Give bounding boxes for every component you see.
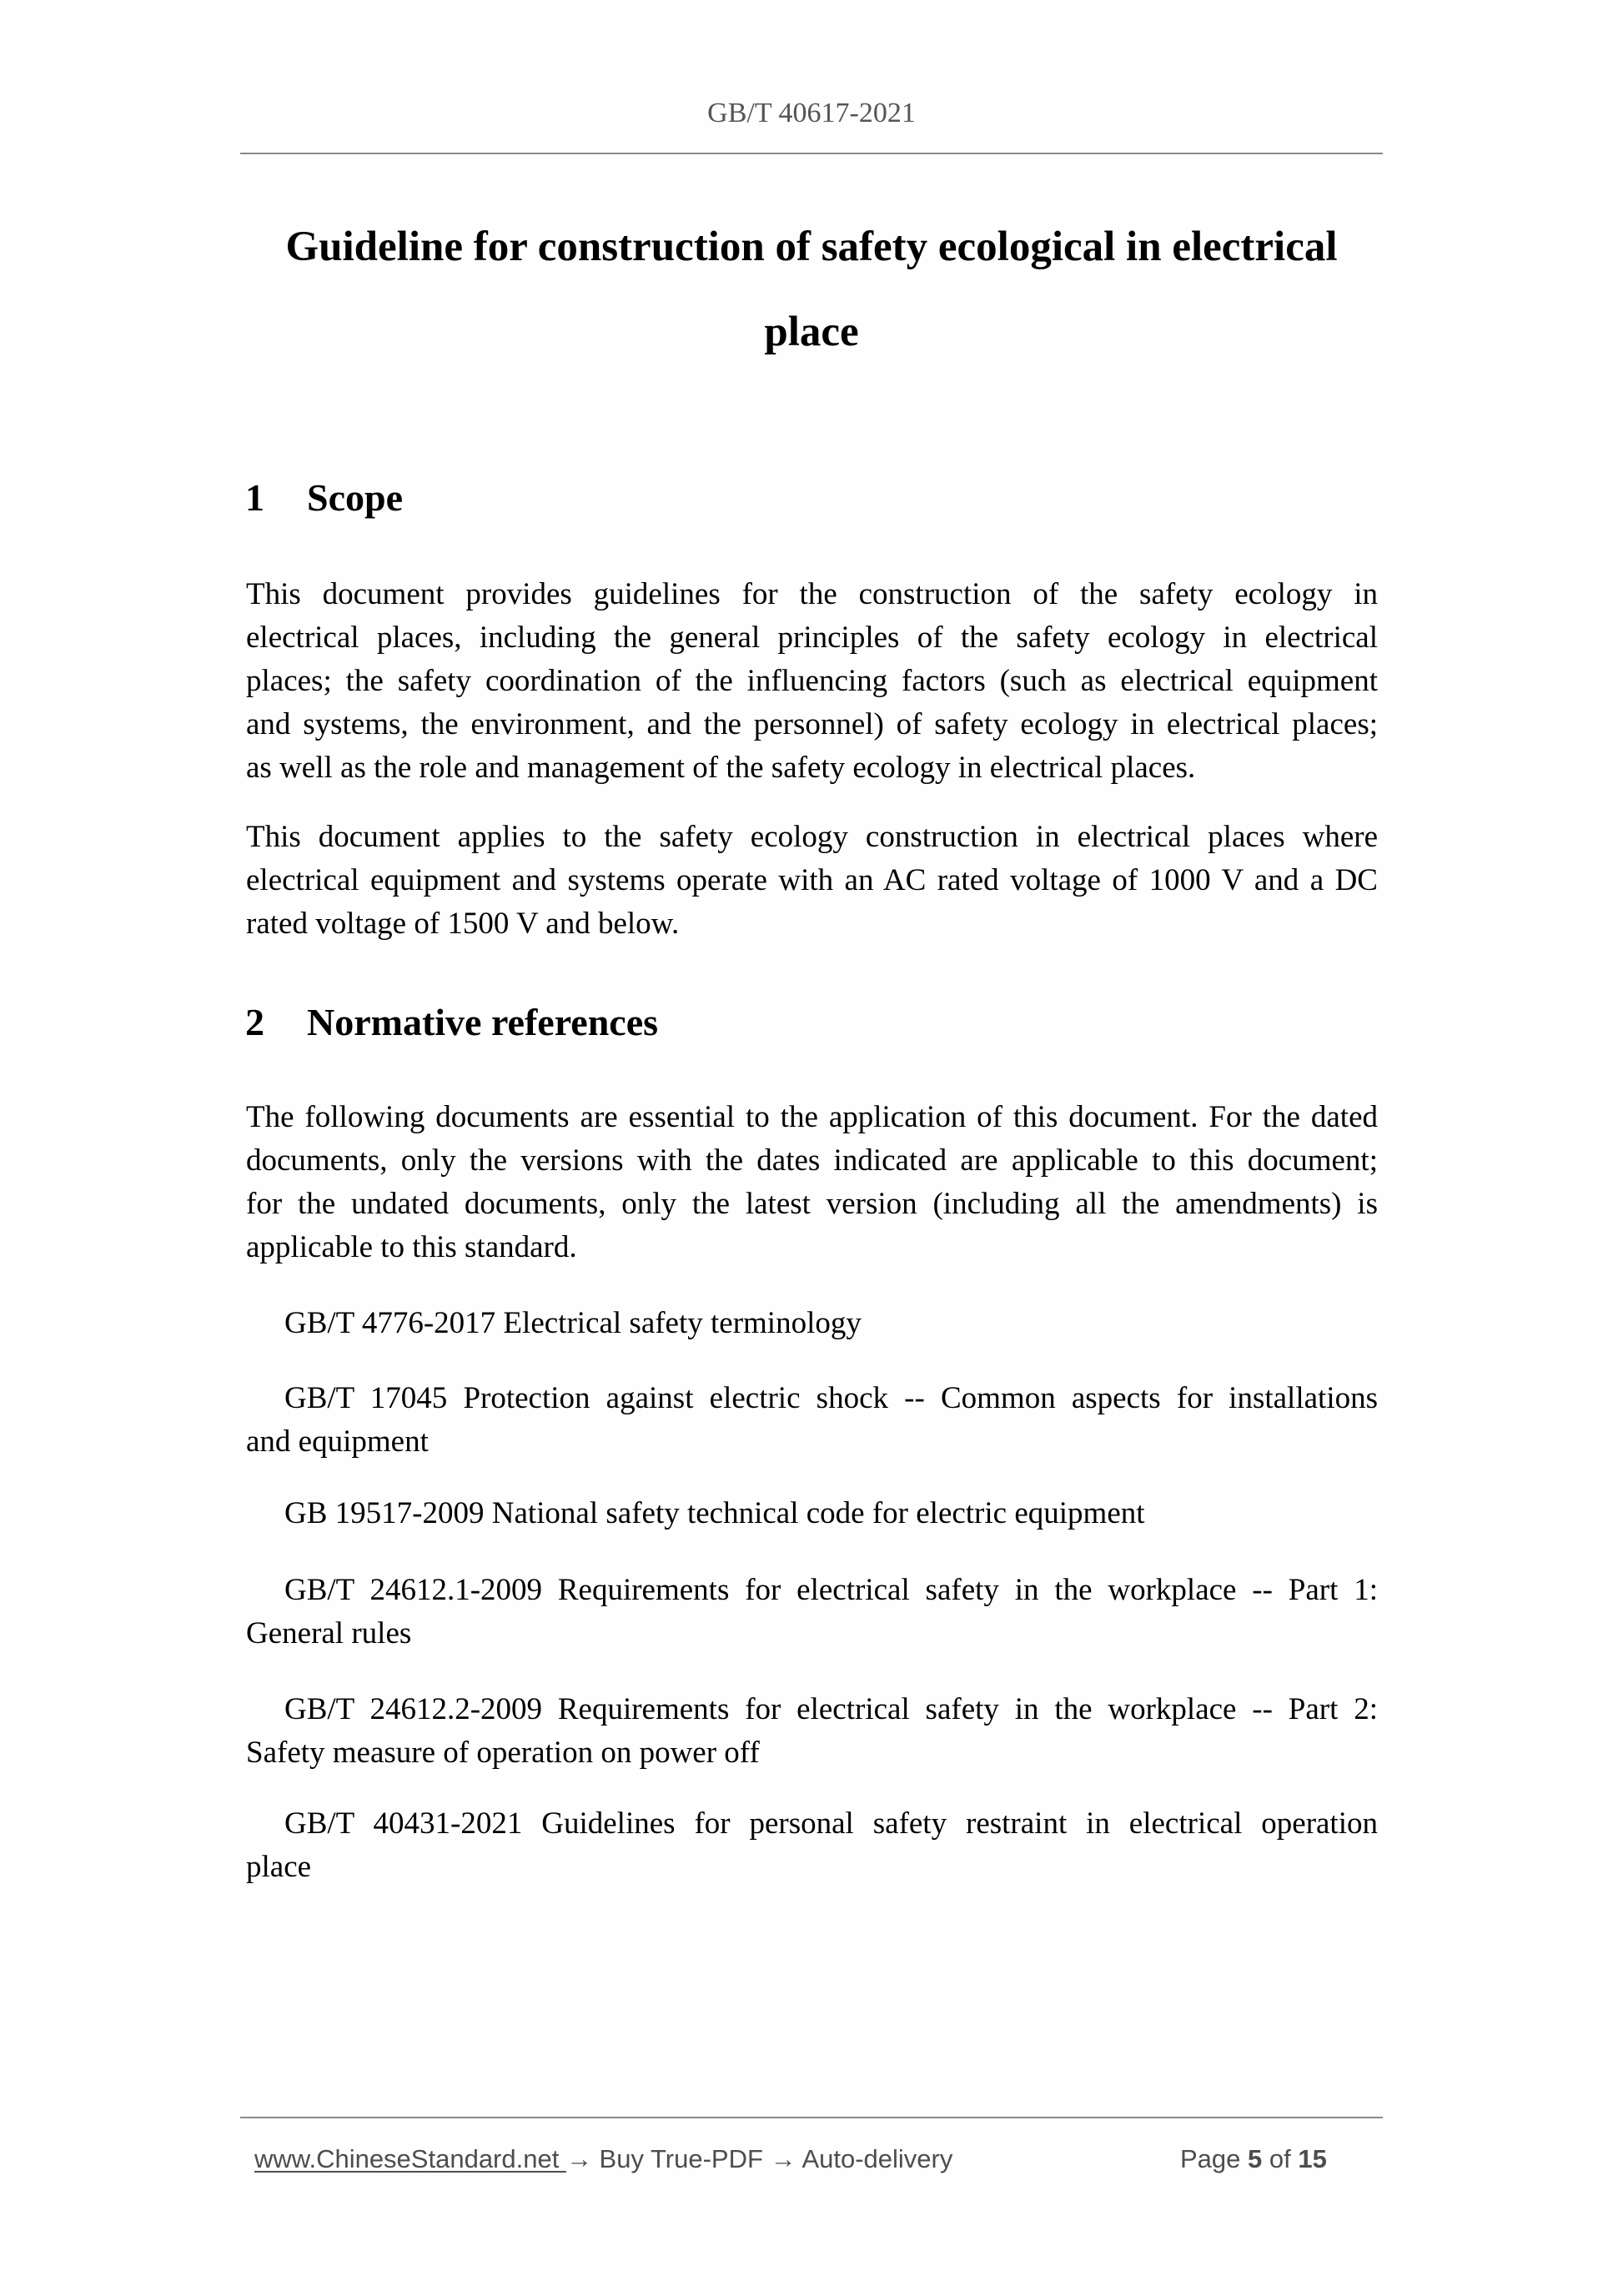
arrow-right-icon: → <box>565 2144 592 2173</box>
reference-line: GB/T 40431-2021 Guidelines for personal safety restraint in electrical operation <box>284 1806 1378 1841</box>
section-number: 2 <box>245 1001 264 1043</box>
reference-line: GB 19517-2009 National safety technical code for electric equipment <box>284 1496 1145 1530</box>
reference-line: place <box>246 1850 312 1884</box>
reference-line: and equipment <box>246 1424 429 1459</box>
reference-line: GB/T 24612.2-2009 Requirements for electrical safety in the workplace -- Part 2: <box>284 1692 1378 1726</box>
paragraph-line: rated voltage of 1500 V and below. <box>246 907 680 941</box>
paragraph-line: places; the safety coordination of the influencing factors (such as electrical equipment <box>246 664 1378 698</box>
paragraph-line: for the undated documents, only the latest version (including all the amendments) is <box>246 1187 1378 1221</box>
header-divider <box>240 153 1383 154</box>
auto-delivery-text: Auto-delivery <box>796 2144 953 2173</box>
paragraph-line: electrical places, including the general principles of the safety ecology in electrical <box>246 620 1378 655</box>
page-label: Page <box>1180 2144 1241 2173</box>
paragraph-line: electrical equipment and systems operate with an AC rated voltage of 1000 V and a DC <box>246 863 1378 897</box>
page-of-label: of <box>1269 2144 1291 2173</box>
document-title-line-1: Guideline for construction of safety ecological in electrical <box>285 224 1338 270</box>
paragraph-line: applicable to this standard. <box>246 1230 577 1264</box>
paragraph-line: and systems, the environment, and the personnel) of safety ecology in electrical places; <box>246 707 1378 741</box>
document-title-line-2: place <box>764 309 859 355</box>
reference-line: GB/T 24612.1-2009 Requirements for electrical safety in the workplace -- Part 1: <box>284 1573 1378 1607</box>
paragraph-line: The following documents are essential to the application of this document. For the dated <box>246 1100 1378 1134</box>
section-heading-normative-references <box>245 1000 658 1045</box>
footer-divider <box>240 2117 1383 2118</box>
section-number: 1 <box>245 476 264 519</box>
section-title: Scope <box>307 476 403 519</box>
reference-line: General rules <box>246 1616 412 1650</box>
chinesestandard-link[interactable]: www.ChineseStandard.net <box>254 2144 566 2173</box>
page-indicator <box>1180 2143 1327 2176</box>
buy-true-pdf-text: Buy True-PDF <box>591 2144 771 2173</box>
reference-line: GB/T 4776-2017 Electrical safety terminology <box>284 1306 862 1340</box>
section-heading-scope <box>245 475 403 520</box>
footer-promo <box>254 2143 952 2176</box>
arrow-right-icon: → <box>770 2144 796 2173</box>
page-current: 5 <box>1248 2144 1263 2173</box>
paragraph-line: This document provides guidelines for the construction of the safety ecology in <box>246 577 1378 611</box>
paragraph-line: documents, only the versions with the dates indicated are applicable to this document; <box>246 1143 1378 1178</box>
reference-line: GB/T 17045 Protection against electric shock -- Common aspects for installations <box>284 1381 1378 1415</box>
page-total: 15 <box>1298 2144 1327 2173</box>
reference-line: Safety measure of operation on power off <box>246 1736 760 1770</box>
running-header-doc-code: GB/T 40617-2021 <box>707 98 916 128</box>
paragraph-line: as well as the role and management of the safety ecology in electrical places. <box>246 751 1196 785</box>
paragraph-line: This document applies to the safety ecology construction in electrical places where <box>246 820 1378 854</box>
section-title: Normative references <box>307 1001 659 1043</box>
